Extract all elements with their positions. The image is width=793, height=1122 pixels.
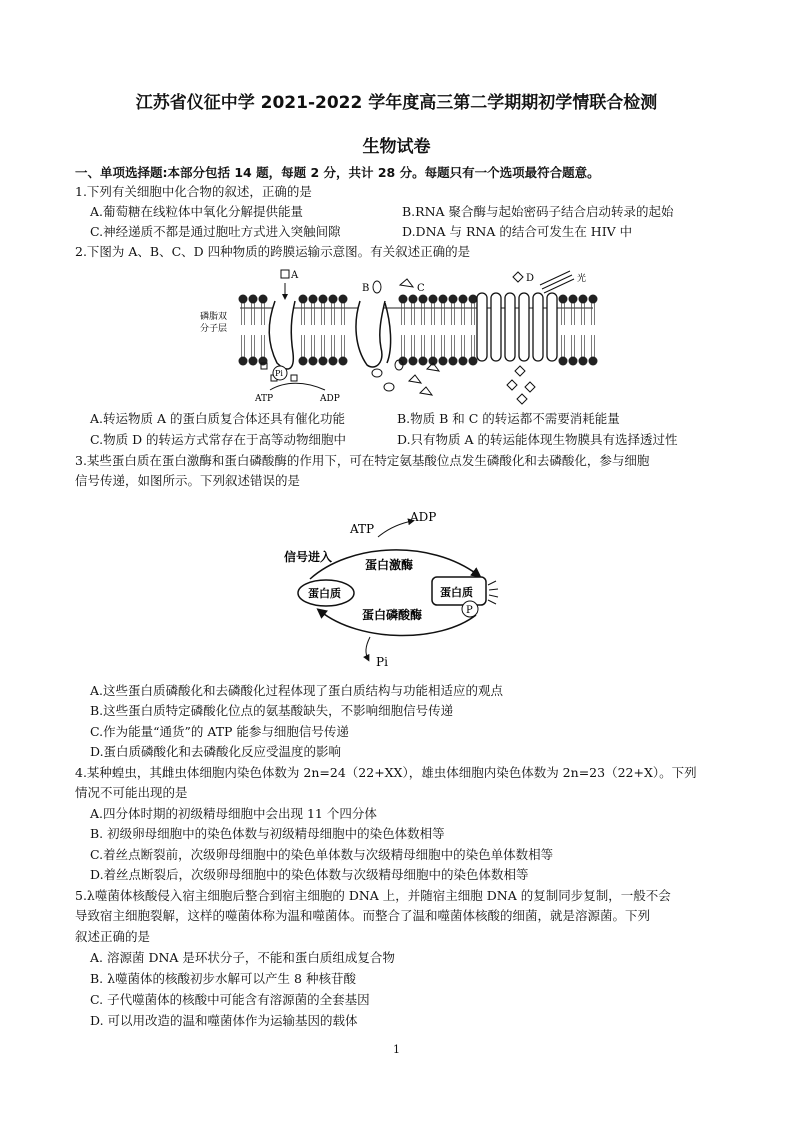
label-d: D [526,273,535,284]
light-rays [540,271,574,293]
pump-protein-d [477,293,557,361]
q4-option-c: C.着丝点断裂前，次级卵母细胞中的染色单体数与次级精母细胞中的染色单体数相等 [90,847,554,862]
fig3-pi: Pi [376,655,388,669]
q5-option-d: D. 可以用改造的温和噬菌体作为运输基因的载体 [90,1013,358,1028]
q5-stem-line3: 叙述正确的是 [75,929,151,944]
q4-option-d: D.着丝点断裂后，次级卵母细胞中的染色体数与次级精母细胞中的染色体数相等 [90,867,529,882]
q5-stem-line2: 导致宿主细胞裂解，这样的噬菌体称为温和噬菌体。而整合了温和噬菌体核酸的细菌，就是溶源菌。下列 [75,908,651,923]
page-number: 1 [393,1043,400,1056]
q1-option-d: D.DNA 与 RNA 的结合可发生在 HIV 中 [402,224,633,239]
q2-option-b: B.物质 B 和 C 的转运都不需要消耗能量 [397,411,620,426]
channel-protein-b [356,301,385,367]
q3-option-c: C.作为能量“通货”的 ATP 能参与细胞信号传递 [90,724,349,739]
carrier-protein-a [269,301,295,369]
q5-option-b: B. λ噬菌体的核酸初步水解可以产生 8 种核苷酸 [90,971,356,986]
q3-option-d: D.蛋白质磷酸化和去磷酸化反应受温度的影响 [90,744,342,759]
label-atp: ATP [255,394,274,404]
fig3-p: P [466,605,473,616]
q3-option-a: A.这些蛋白质磷酸化和去磷酸化过程体现了蛋白质结构与功能相适应的观点 [90,683,504,698]
exam-subtitle: 生物试卷 [362,137,431,157]
fig3-active-rays [488,581,498,604]
bilayer-label-2: 分子层 [200,324,228,334]
q2-stem: 2.下图为 A、B、C、D 四种物质的跨膜运输示意图。有关叙述正确的是 [75,244,471,259]
exam-title: 江苏省仪征中学 2021-2022 学年度高三第二学期期初学情联合检测 [135,93,658,113]
label-pi: Pi [275,369,283,378]
q1-option-a: A.葡萄糖在线粒体中氧化分解提供能量 [90,204,304,219]
q2-option-a: A.转运物质 A 的蛋白质复合体还具有催化功能 [90,411,345,426]
q2-option-c: C.物质 D 的转运方式常存在于高等动物细胞中 [90,432,347,447]
fig3-kinase: 蛋白激酶 [365,558,414,572]
q5-option-a: A. 溶源菌 DNA 是环状分子，不能和蛋白质组成复合物 [90,950,395,965]
label-a: A [291,270,299,281]
q2-option-d: D.只有物质 A 的转运能体现生物膜具有选择透过性 [397,432,678,447]
fig3-signal-in: 信号进入 [284,550,333,564]
fig3-protein-left: 蛋白质 [308,587,341,600]
q1-option-b: B.RNA 聚合酶与起始密码子结合启动转录的起始 [402,204,674,219]
fig3-adp: ADP [410,510,437,524]
substance-a-square [281,270,289,278]
q1-option-c: C.神经递质不都是通过胞吐方式进入突触间隙 [90,224,341,239]
label-light: 光 [577,274,587,284]
q3-stem-line2: 信号传递，如图所示。下列叙述错误的是 [75,473,301,488]
q3-option-b: B.这些蛋白质特定磷酸化位点的氨基酸缺失，不影响细胞信号传递 [90,703,454,718]
fig3-phosphatase: 蛋白磷酸酶 [362,608,423,622]
q4-option-a: A.四分体时期的初级精母细胞中会出现 11 个四分体 [90,806,377,821]
q4-stem-line1: 4.某种蝗虫，其雌虫体细胞内染色体数为 2n=24（22+XX），雄虫体细胞内染色体数为 2n=23（22+X）。下列 [75,765,697,780]
phosphorylation-figure [270,503,530,673]
fig3-atp: ATP [350,522,375,536]
label-b: B [362,283,370,294]
q4-option-b: B. 初级卵母细胞中的染色体数与初级精母细胞中的染色体数相等 [90,826,445,841]
membrane-transport-figure [195,263,605,408]
label-adp: ADP [320,394,340,404]
bilayer-label-1: 磷脂双 [200,312,228,322]
label-c: C [417,283,425,294]
q5-stem-line1: 5.λ噬菌体核酸侵入宿主细胞后整合到宿主细胞的 DNA 上，并随宿主细胞 DNA 的复制同步复制，一般不会 [75,888,671,903]
q3-stem-line1: 3.某些蛋白质在蛋白激酶和蛋白磷酸酶的作用下，可在特定氨基酸位点发生磷酸化和去磷酸化，参与细胞 [75,453,650,468]
fig3-protein-right: 蛋白质 [440,586,473,599]
q1-stem: 1.下列有关细胞中化合物的叙述，正确的是 [75,184,312,199]
q5-option-c: C. 子代噬菌体的核酸中可能含有溶源菌的全套基因 [90,992,370,1007]
section-heading: 一、单项选择题:本部分包括 14 题，每题 2 分，共计 28 分。每题只有一个选项最符合题意。 [75,165,600,180]
q4-stem-line2: 情况不可能出现的是 [75,785,188,800]
